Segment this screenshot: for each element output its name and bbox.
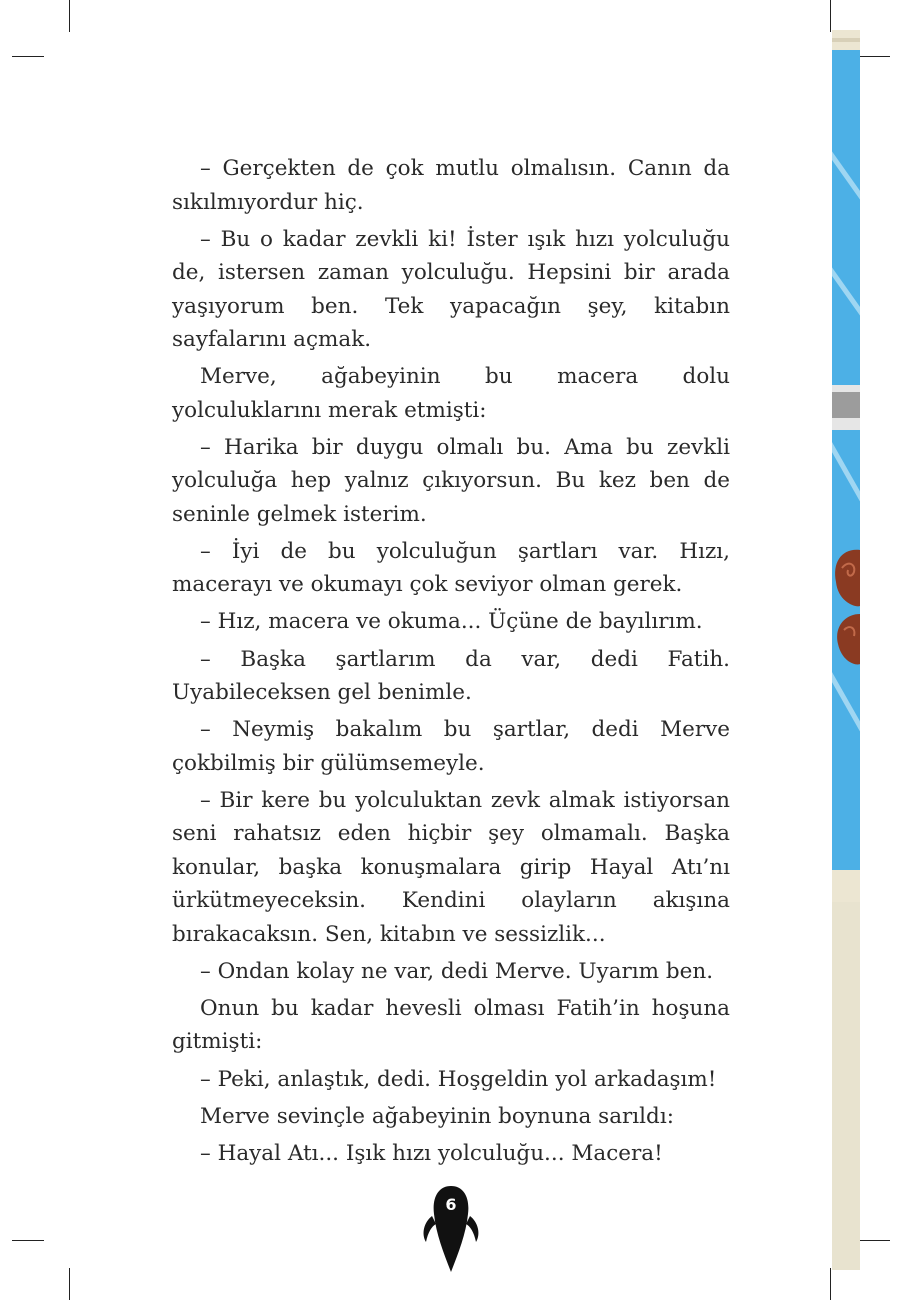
paragraph: Merve, ağabeyinin bu macera dolu yolculuklarını merak etmişti: <box>172 364 730 423</box>
paragraph: – Ondan kolay ne var, dedi Merve. Uyarım ben. <box>200 958 714 984</box>
paragraph: – Harika bir duygu olmalı bu. Ama bu zevkli yolculuğa hep yalnız çıkıyorsun. Bu kez ben de seninle gelmek isterim. <box>172 434 730 527</box>
paragraph: Merve sevinçle ağabeyinin boynuna sarıldı: <box>200 1103 674 1129</box>
bleed-illustration-strip <box>832 30 860 1270</box>
crop-mark-left-top <box>12 56 44 57</box>
crop-mark-bottom-left <box>69 1268 70 1300</box>
crop-mark-left-bottom <box>12 1240 44 1241</box>
paragraph: – Bu o kadar zevkli ki! İster ışık hızı yolculuğu de, istersen zaman yolculuğu. Hepsini bir arada yaşıyorum ben. Tek yapacağın şey, kitabın sayfalarını açmak. <box>172 226 730 353</box>
crop-mark-top-left <box>69 0 70 32</box>
paragraph: – Peki, anlaştık, dedi. Hoşgeldin yol arkadaşım! <box>200 1066 717 1092</box>
paragraph: – Gerçekten de çok mutlu olmalısın. Canın da sıkılmıyordur hiç. <box>172 156 730 215</box>
crop-mark-bottom-right <box>830 1268 831 1300</box>
body-text <box>172 152 730 1174</box>
paragraph: – Hayal Atı... Işık hızı yolculuğu... Macera! <box>200 1140 663 1166</box>
paragraph: – İyi de bu yolculuğun şartları var. Hızı, macerayı ve okumayı çok seviyor olman gerek. <box>172 538 730 598</box>
page-number-badge <box>418 1182 484 1274</box>
crop-mark-top-right <box>830 0 831 32</box>
paragraph: – Bir kere bu yolculuktan zevk almak istiyorsan seni rahatsız eden hiçbir şey olmamalı. Başka konular, başka konuşmalara girip Hayal Atı’nı ürkütmeyeceksin. Kendini olayların akışına bırakacaksın. Sen, kitabın ve sessizlik... <box>172 787 730 947</box>
paragraph: – Başka şartlarım da var, dedi Fatih. Uyabileceksen gel benimle. <box>172 646 730 706</box>
page-number: 6 <box>445 1195 457 1214</box>
paragraph: Onun bu kadar hevesli olması Fatih’in hoşuna gitmişti: <box>172 995 730 1055</box>
paragraph: – Hız, macera ve okuma... Üçüne de bayılırım. <box>200 609 703 635</box>
crop-mark-right-bottom <box>858 1240 890 1241</box>
crop-mark-right-top <box>858 56 890 57</box>
paragraph: – Neymiş bakalım bu şartlar, dedi Merve çokbilmiş bir gülümsemeyle. <box>172 717 730 776</box>
